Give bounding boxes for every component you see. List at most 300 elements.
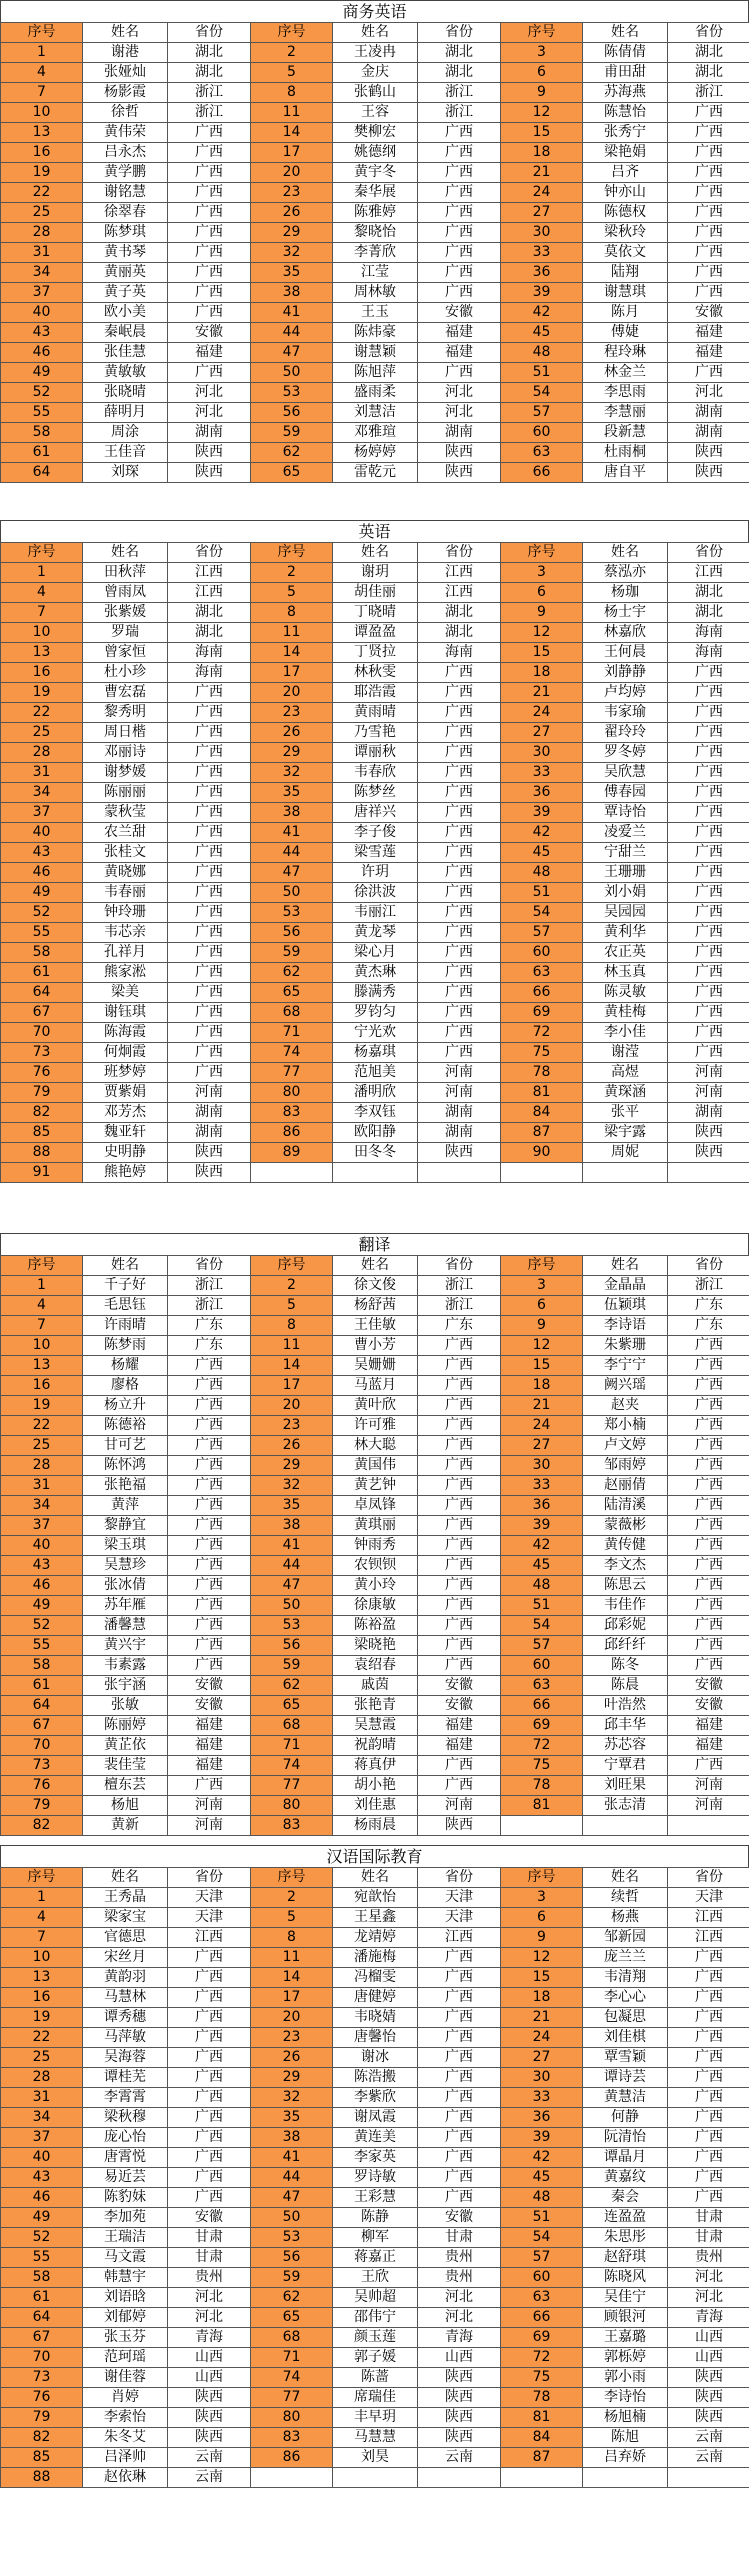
province-cell: 广西: [418, 1496, 501, 1516]
table-row: [1, 2048, 749, 2068]
seq-number-cell: 66: [501, 2308, 583, 2328]
table-row: [1, 963, 749, 983]
province-cell: 湖南: [168, 1103, 251, 1123]
seq-number-cell: 43: [1, 323, 83, 343]
seq-number-cell: 55: [1, 403, 83, 423]
seq-number-cell: 6: [501, 63, 583, 83]
seq-number-cell: 75: [501, 1756, 583, 1776]
table-row: [1, 1476, 749, 1496]
seq-number-cell: 63: [501, 443, 583, 463]
province-cell: 广西: [668, 823, 749, 843]
student-name-cell: 黄嘉纹: [583, 2168, 668, 2188]
seq-number-cell: 44: [251, 2168, 333, 2188]
seq-number-cell: 54: [501, 903, 583, 923]
table-row: [1, 103, 749, 123]
student-name-cell: 李霄霄: [83, 2088, 168, 2108]
student-name-cell: 宛歆怡: [333, 1888, 418, 1908]
seq-number-cell: 91: [1, 1163, 83, 1183]
province-cell: 广西: [668, 1003, 749, 1023]
seq-number-cell: 32: [251, 1476, 333, 1496]
student-name-cell: 黄芷依: [83, 1736, 168, 1756]
student-name-cell: 潘馨慧: [83, 1616, 168, 1636]
seq-number-cell: 60: [501, 423, 583, 443]
province-cell: 陕西: [168, 2428, 251, 2448]
province-cell: 广西: [418, 883, 501, 903]
province-cell: 浙江: [168, 1296, 251, 1316]
province-cell: 海南: [168, 663, 251, 683]
province-cell: 陕西: [668, 1123, 749, 1143]
student-name-cell: 陈静: [333, 2208, 418, 2228]
student-name-cell: 陈梦雨: [83, 1336, 168, 1356]
province-cell: 广西: [418, 203, 501, 223]
seq-number-cell: 70: [1, 1736, 83, 1756]
seq-number-cell: 27: [501, 723, 583, 743]
student-name-cell: 陈倩倩: [583, 43, 668, 63]
seq-number-cell: 17: [251, 143, 333, 163]
seq-number-cell: 59: [251, 943, 333, 963]
roster-table: [0, 1867, 749, 2488]
student-name-cell: 马文霞: [83, 2248, 168, 2268]
seq-number-cell: 46: [1, 863, 83, 883]
seq-number-cell: 11: [251, 103, 333, 123]
province-cell: 安徽: [168, 1696, 251, 1716]
seq-number-cell: 87: [501, 2448, 583, 2468]
section-3: [0, 1233, 749, 1836]
seq-number-cell: 68: [251, 1716, 333, 1736]
province-cell: 广西: [168, 1988, 251, 2008]
seq-number-cell: 38: [251, 1516, 333, 1536]
province-cell: 广西: [168, 683, 251, 703]
student-name-cell: 颜玉莲: [333, 2328, 418, 2348]
province-cell: 浙江: [668, 1276, 749, 1296]
seq-number-cell: 44: [251, 843, 333, 863]
student-name-cell: 范旭美: [333, 1063, 418, 1083]
table-row: [1, 1556, 749, 1576]
student-name-cell: 欧阳静: [333, 1123, 418, 1143]
student-name-cell: 黄传健: [583, 1536, 668, 1556]
seq-number-cell: 90: [501, 1143, 583, 1163]
student-name-cell: 黎晓怡: [333, 223, 418, 243]
student-name-cell: 谭晶月: [583, 2148, 668, 2168]
student-name-cell: 刘郁婷: [83, 2308, 168, 2328]
student-name-cell: 陈慧怡: [583, 103, 668, 123]
student-name-cell: 马慧慧: [333, 2428, 418, 2448]
student-name-cell: 吴慧霞: [333, 1716, 418, 1736]
seq-number-cell: 10: [1, 1336, 83, 1356]
seq-number-cell: 5: [251, 583, 333, 603]
province-cell: 广西: [668, 803, 749, 823]
student-name-cell: 林玉真: [583, 963, 668, 983]
seq-number-cell: 12: [501, 103, 583, 123]
seq-number-cell: 58: [1, 943, 83, 963]
table-row: [1, 983, 749, 1003]
seq-number-cell: 14: [251, 1356, 333, 1376]
province-cell: 广西: [418, 1596, 501, 1616]
seq-number-cell: 64: [1, 2308, 83, 2328]
seq-number-cell: 56: [251, 2248, 333, 2268]
province-cell: 广西: [168, 183, 251, 203]
seq-number-cell: 24: [501, 183, 583, 203]
table-row: [1, 923, 749, 943]
student-name-cell: 李加苑: [83, 2208, 168, 2228]
seq-number-cell: 19: [1, 163, 83, 183]
province-cell: 安徽: [168, 323, 251, 343]
column-header: 序号: [1, 543, 83, 563]
student-name-cell: 韩慧宇: [83, 2268, 168, 2288]
table-row: [1, 2308, 749, 2328]
column-header: 姓名: [583, 1868, 668, 1888]
student-name-cell: 乃雪艳: [333, 723, 418, 743]
province-cell: 广西: [418, 1616, 501, 1636]
seq-number-cell: 12: [501, 1948, 583, 1968]
province-cell: 云南: [418, 2448, 501, 2468]
seq-number-cell: 3: [501, 563, 583, 583]
seq-number-cell: 36: [501, 783, 583, 803]
student-name-cell: 高煜: [583, 1063, 668, 1083]
province-cell: 天津: [418, 1888, 501, 1908]
province-cell: 广西: [168, 203, 251, 223]
student-name-cell: 欧小美: [83, 303, 168, 323]
seq-number-cell: 58: [1, 1656, 83, 1676]
student-name-cell: 陈月: [583, 303, 668, 323]
seq-number-cell: 30: [501, 743, 583, 763]
province-cell: 陕西: [418, 1143, 501, 1163]
seq-number-cell: 15: [501, 123, 583, 143]
seq-number-cell: 59: [251, 2268, 333, 2288]
table-row: [1, 343, 749, 363]
province-cell: 广西: [668, 1496, 749, 1516]
province-cell: 江西: [668, 1908, 749, 1928]
seq-number-cell: 10: [1, 103, 83, 123]
table-row: [1, 1596, 749, 1616]
table-row: [1, 403, 749, 423]
student-name-cell: 刘旺果: [583, 1776, 668, 1796]
province-cell: 安徽: [668, 303, 749, 323]
province-cell: 河南: [668, 1083, 749, 1103]
province-cell: [668, 1816, 749, 1836]
province-cell: 广西: [668, 1656, 749, 1676]
seq-number-cell: 35: [251, 783, 333, 803]
column-header: 序号: [251, 543, 333, 563]
seq-number-cell: 45: [501, 323, 583, 343]
table-row: [1, 1063, 749, 1083]
seq-number-cell: 31: [1, 1476, 83, 1496]
province-cell: 广西: [418, 1576, 501, 1596]
student-name-cell: 谭丽秋: [333, 743, 418, 763]
student-name-cell: 柳军: [333, 2228, 418, 2248]
province-cell: 广西: [168, 1376, 251, 1396]
student-name-cell: 谢铭慧: [83, 183, 168, 203]
province-cell: 贵州: [418, 2248, 501, 2268]
table-row: [1, 883, 749, 903]
seq-number-cell: 15: [501, 1968, 583, 1988]
seq-number-cell: 6: [501, 583, 583, 603]
student-name-cell: 韦春丽: [83, 883, 168, 903]
seq-number-cell: 62: [251, 443, 333, 463]
column-header: 省份: [168, 543, 251, 563]
student-name-cell: 李子俊: [333, 823, 418, 843]
seq-number-cell: 43: [1, 843, 83, 863]
province-cell: 湖南: [668, 423, 749, 443]
student-name-cell: 张紫媛: [83, 603, 168, 623]
seq-number-cell: 2: [251, 1276, 333, 1296]
province-cell: 陕西: [418, 1816, 501, 1836]
province-cell: 广西: [168, 2148, 251, 2168]
province-cell: 陕西: [668, 1143, 749, 1163]
province-cell: 广西: [668, 883, 749, 903]
student-name-cell: 杨舒茜: [333, 1296, 418, 1316]
student-name-cell: 李诗语: [583, 1316, 668, 1336]
student-name-cell: 农钡钡: [333, 1556, 418, 1576]
student-name-cell: 冯榴雯: [333, 1968, 418, 1988]
seq-number-cell: 63: [501, 2288, 583, 2308]
seq-number-cell: 47: [251, 2188, 333, 2208]
seq-number-cell: 3: [501, 1276, 583, 1296]
province-cell: 广西: [168, 1516, 251, 1536]
student-name-cell: 邓雅瑄: [333, 423, 418, 443]
student-name-cell: 黎秀明: [83, 703, 168, 723]
student-name-cell: 张秀宁: [583, 123, 668, 143]
seq-number-cell: 64: [1, 1696, 83, 1716]
seq-number-cell: 14: [251, 123, 333, 143]
seq-number-cell: 4: [1, 583, 83, 603]
seq-number-cell: 57: [501, 1636, 583, 1656]
province-cell: 广西: [418, 2168, 501, 2188]
province-cell: 广西: [418, 1043, 501, 1063]
student-name-cell: 陈冬: [583, 1656, 668, 1676]
student-name-cell: 叶浩然: [583, 1696, 668, 1716]
student-name-cell: 范珂瑶: [83, 2348, 168, 2368]
seq-number-cell: 61: [1, 443, 83, 463]
student-name-cell: 李文杰: [583, 1556, 668, 1576]
seq-number-cell: 83: [251, 2428, 333, 2448]
province-cell: 广西: [668, 2148, 749, 2168]
province-cell: 河北: [668, 2288, 749, 2308]
column-header: 省份: [668, 23, 749, 43]
province-cell: 浙江: [418, 1276, 501, 1296]
seq-number-cell: 47: [251, 343, 333, 363]
student-name-cell: 许雨晴: [83, 1316, 168, 1336]
province-cell: 广西: [418, 683, 501, 703]
seq-number-cell: 6: [501, 1296, 583, 1316]
province-cell: 广西: [168, 2028, 251, 2048]
student-name-cell: 刘语晗: [83, 2288, 168, 2308]
seq-number-cell: 10: [1, 1948, 83, 1968]
province-cell: 广西: [418, 1988, 501, 2008]
seq-number-cell: 21: [501, 163, 583, 183]
student-name-cell: 何静: [583, 2108, 668, 2128]
province-cell: 陕西: [668, 2388, 749, 2408]
column-header: 序号: [1, 1256, 83, 1276]
student-name-cell: 滕满秀: [333, 983, 418, 1003]
table-row: [1, 1696, 749, 1716]
province-cell: 河北: [168, 403, 251, 423]
seq-number-cell: 20: [251, 683, 333, 703]
province-cell: 广西: [168, 263, 251, 283]
student-name-cell: 邓芳杰: [83, 1103, 168, 1123]
province-cell: 广西: [168, 1003, 251, 1023]
province-cell: 湖北: [668, 63, 749, 83]
seq-number-cell: 58: [1, 423, 83, 443]
seq-number-cell: 30: [501, 223, 583, 243]
table-row: [1, 1436, 749, 1456]
table-row: [1, 43, 749, 63]
section-title: 翻译: [0, 1233, 749, 1255]
province-cell: 广西: [418, 2128, 501, 2148]
province-cell: 广西: [668, 1356, 749, 1376]
student-name-cell: 王珊珊: [583, 863, 668, 883]
student-name-cell: 阙兴瑶: [583, 1376, 668, 1396]
province-cell: 山西: [668, 2328, 749, 2348]
province-cell: 广西: [668, 1756, 749, 1776]
province-cell: 浙江: [418, 1296, 501, 1316]
student-name-cell: 李紫欣: [333, 2088, 418, 2108]
student-name-cell: 刘佳棋: [583, 2028, 668, 2048]
seq-number-cell: 47: [251, 1576, 333, 1596]
seq-number-cell: 16: [1, 143, 83, 163]
province-cell: 广西: [168, 2088, 251, 2108]
student-name-cell: 吕弃娇: [583, 2448, 668, 2468]
seq-number-cell: 78: [501, 1063, 583, 1083]
province-cell: 广西: [668, 783, 749, 803]
province-cell: 广西: [168, 303, 251, 323]
student-name-cell: 谢玥: [333, 563, 418, 583]
student-name-cell: 杨婷婷: [333, 443, 418, 463]
province-cell: 江西: [168, 1928, 251, 1948]
roster-table: [0, 542, 749, 1183]
seq-number-cell: 44: [251, 323, 333, 343]
province-cell: 广西: [418, 663, 501, 683]
seq-number-cell: 33: [501, 243, 583, 263]
table-row: [1, 143, 749, 163]
seq-number-cell: 18: [501, 663, 583, 683]
table-row: [1, 1143, 749, 1163]
seq-number-cell: 47: [251, 863, 333, 883]
seq-number-cell: 81: [501, 1083, 583, 1103]
seq-number-cell: 42: [501, 2148, 583, 2168]
province-cell: 广西: [668, 1556, 749, 1576]
seq-number-cell: 24: [501, 703, 583, 723]
table-row: [1, 1636, 749, 1656]
student-name-cell: 张娅灿: [83, 63, 168, 83]
student-name-cell: 黄雨晴: [333, 703, 418, 723]
seq-number-cell: 29: [251, 2068, 333, 2088]
seq-number-cell: 82: [1, 1816, 83, 1836]
seq-number-cell: 27: [501, 203, 583, 223]
province-cell: 广西: [668, 1336, 749, 1356]
table-row: [1, 2468, 749, 2488]
table-row: [1, 1716, 749, 1736]
student-name-cell: 李思雨: [583, 383, 668, 403]
province-cell: 山西: [668, 2348, 749, 2368]
province-cell: 广西: [418, 1436, 501, 1456]
student-name-cell: 苏芯容: [583, 1736, 668, 1756]
seq-number-cell: 35: [251, 2108, 333, 2128]
seq-number-cell: 38: [251, 803, 333, 823]
seq-number-cell: 34: [1, 263, 83, 283]
province-cell: [418, 2468, 501, 2488]
province-cell: 江西: [168, 583, 251, 603]
table-row: [1, 1576, 749, 1596]
seq-number-cell: 42: [501, 303, 583, 323]
province-cell: 湖南: [168, 423, 251, 443]
seq-number-cell: 14: [251, 643, 333, 663]
seq-number-cell: 82: [1, 1103, 83, 1123]
province-cell: 浙江: [418, 103, 501, 123]
student-name-cell: 吕泽帅: [83, 2448, 168, 2468]
seq-number-cell: 32: [251, 243, 333, 263]
province-cell: 福建: [668, 1736, 749, 1756]
student-name-cell: 盛雨柔: [333, 383, 418, 403]
section-2: [0, 520, 749, 1183]
student-name-cell: 胡佳丽: [333, 583, 418, 603]
seq-number-cell: 13: [1, 643, 83, 663]
seq-number-cell: 21: [501, 2008, 583, 2028]
table-row: [1, 943, 749, 963]
student-name-cell: 杜小珍: [83, 663, 168, 683]
student-name-cell: 祝韵晴: [333, 1736, 418, 1756]
seq-number-cell: 70: [1, 1023, 83, 1043]
student-name-cell: 陈丽婷: [83, 1716, 168, 1736]
province-cell: 广西: [668, 763, 749, 783]
seq-number-cell: 67: [1, 1716, 83, 1736]
seq-number-cell: 50: [251, 363, 333, 383]
seq-number-cell: 35: [251, 263, 333, 283]
student-name-cell: 梁晓艳: [333, 1636, 418, 1656]
seq-number-cell: 2: [251, 563, 333, 583]
province-cell: 广西: [668, 2028, 749, 2048]
province-cell: 云南: [668, 2448, 749, 2468]
province-cell: 广西: [418, 283, 501, 303]
seq-number-cell: 20: [251, 1396, 333, 1416]
province-cell: 陕西: [418, 2428, 501, 2448]
seq-number-cell: 79: [1, 2408, 83, 2428]
student-name-cell: 秦岷晨: [83, 323, 168, 343]
column-header: 序号: [501, 1868, 583, 1888]
province-cell: 广西: [418, 823, 501, 843]
student-name-cell: 秦会: [583, 2188, 668, 2208]
table-row: [1, 1356, 749, 1376]
province-cell: 广西: [168, 2168, 251, 2188]
seq-number-cell: 13: [1, 1968, 83, 1988]
column-header: 省份: [418, 1256, 501, 1276]
student-name-cell: 黄子英: [83, 283, 168, 303]
student-name-cell: 吴园园: [583, 903, 668, 923]
student-name-cell: 李诗怡: [583, 2388, 668, 2408]
student-name-cell: 谢佳蓉: [83, 2368, 168, 2388]
seq-number-cell: 33: [501, 763, 583, 783]
student-name-cell: 唐祥兴: [333, 803, 418, 823]
seq-number-cell: 9: [501, 603, 583, 623]
province-cell: 广西: [668, 163, 749, 183]
seq-number-cell: 83: [251, 1816, 333, 1836]
seq-number-cell: 60: [501, 943, 583, 963]
seq-number-cell: 55: [1, 923, 83, 943]
seq-number-cell: 55: [1, 1636, 83, 1656]
seq-number-cell: 7: [1, 1316, 83, 1336]
student-name-cell: 蒋真伊: [333, 1756, 418, 1776]
province-cell: 河南: [168, 1083, 251, 1103]
province-cell: 江西: [668, 1928, 749, 1948]
student-name-cell: 唐霄悦: [83, 2148, 168, 2168]
table-row: [1, 1376, 749, 1396]
seq-number-cell: 56: [251, 403, 333, 423]
province-cell: 湖北: [168, 623, 251, 643]
seq-number-cell: 23: [251, 703, 333, 723]
student-name-cell: 陈旭萍: [333, 363, 418, 383]
student-name-cell: [583, 2468, 668, 2488]
student-name-cell: 千子好: [83, 1276, 168, 1296]
